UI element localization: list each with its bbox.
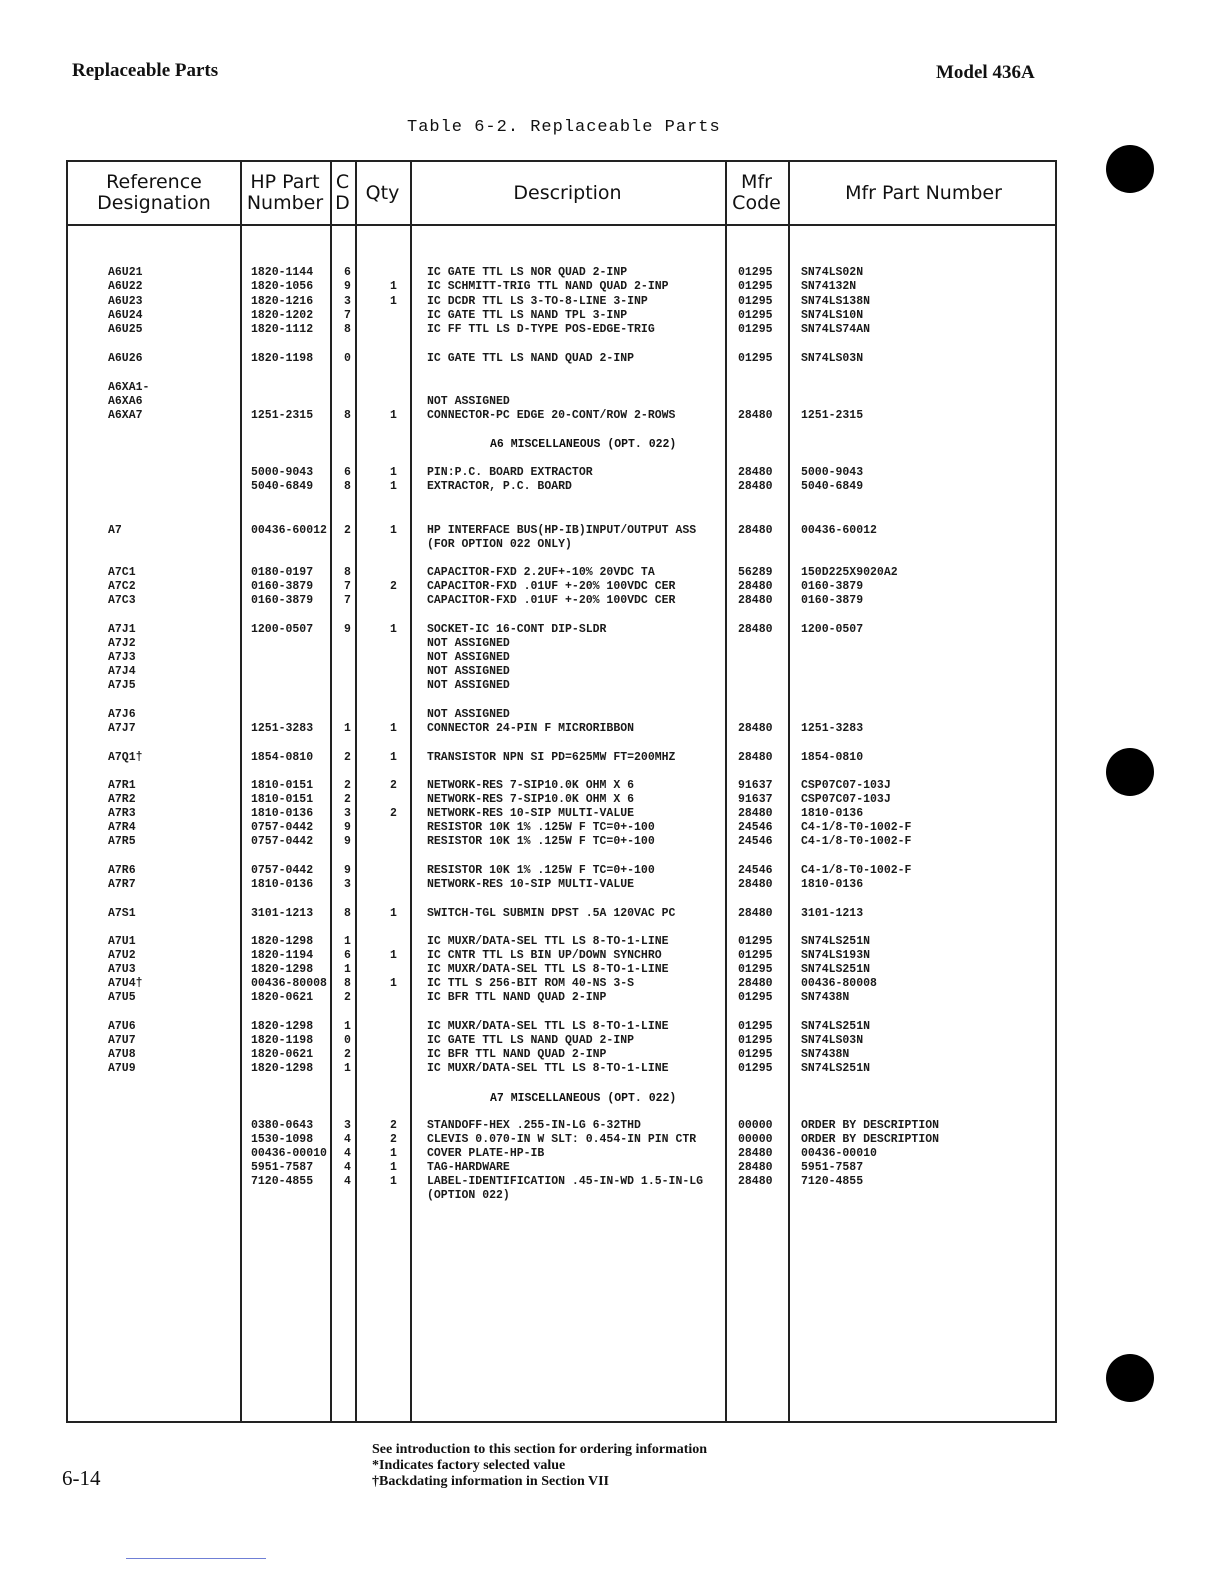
cell-cd: 1	[344, 722, 351, 735]
cell-mfr: 01295	[738, 963, 773, 976]
cell-ref: A7R2	[108, 793, 136, 806]
cell-mpn: SN74LS251N	[801, 1020, 871, 1033]
cell-cd: 8	[344, 323, 351, 336]
cell-cd: 8	[344, 977, 351, 990]
cell-mfr: 01295	[738, 323, 773, 336]
cell-mpn: SN7438N	[801, 991, 850, 1004]
cell-cd: 2	[344, 793, 351, 806]
cell-ref: A6XA1-	[108, 381, 150, 394]
cell-desc: SOCKET-IC 16-CONT DIP-SLDR	[427, 623, 607, 636]
cell-hp: 00436-80008	[251, 977, 327, 990]
cell-ref: A7R6	[108, 864, 136, 877]
cell-mfr: 00000	[738, 1133, 773, 1146]
cell-ref: A6XA6	[108, 395, 143, 408]
cell-qty: 2	[390, 807, 397, 820]
cell-hp: 1820-1144	[251, 266, 314, 279]
cell-mpn: SN74LS193N	[801, 949, 871, 962]
cell-mpn: C4-1/8-T0-1002-F	[801, 821, 912, 834]
cell-hp: 1810-0136	[251, 807, 314, 820]
cell-desc: CLEVIS 0.070-IN W SLT: 0.454-IN PIN CTR	[427, 1133, 697, 1146]
cell-mfr: 01295	[738, 266, 773, 279]
cell-cd: 7	[344, 594, 351, 607]
cell-hp: 5000-9043	[251, 466, 314, 479]
cell-hp: 1820-1056	[251, 280, 314, 293]
cell-mfr: 24546	[738, 864, 773, 877]
cell-hp: 0380-0643	[251, 1119, 314, 1132]
cell-desc: IC MUXR/DATA-SEL TTL LS 8-TO-1-LINE	[427, 1020, 669, 1033]
cell-mfr: 28480	[738, 524, 773, 537]
cell-cd: 2	[344, 751, 351, 764]
cell-hp: 1820-0621	[251, 1048, 314, 1061]
cell-cd: 3	[344, 295, 351, 308]
cell-mpn: 1810-0136	[801, 807, 864, 820]
cell-hp: 0757-0442	[251, 821, 314, 834]
cell-mfr: 00000	[738, 1119, 773, 1132]
cell-ref: A6XA7	[108, 409, 143, 422]
cell-mpn: SN74LS03N	[801, 1034, 864, 1047]
cell-hp: 5040-6849	[251, 480, 314, 493]
cell-ref: A7U8	[108, 1048, 136, 1061]
cell-mpn: SN74132N	[801, 280, 857, 293]
cell-hp: 1820-1112	[251, 323, 314, 336]
cell-ref: A7C3	[108, 594, 136, 607]
cell-qty: 2	[390, 779, 397, 792]
cell-qty: 1	[390, 907, 397, 920]
cell-desc: RESISTOR 10K 1% .125W F TC=0+-100	[427, 835, 655, 848]
cell-mfr: 01295	[738, 1034, 773, 1047]
cell-ref: A7U1	[108, 935, 136, 948]
cell-ref: A7U4†	[108, 977, 143, 990]
cell-desc: NOT ASSIGNED	[427, 637, 510, 650]
cell-mpn: SN74LS138N	[801, 295, 871, 308]
cell-desc: IC SCHMITT-TRIG TTL NAND QUAD 2-INP	[427, 280, 669, 293]
cell-ref: A7U2	[108, 949, 136, 962]
cell-hp: 5951-7587	[251, 1161, 314, 1174]
cell-hp: 1820-1298	[251, 935, 314, 948]
cell-desc: NOT ASSIGNED	[427, 665, 510, 678]
cell-mfr: 28480	[738, 594, 773, 607]
cell-mfr: 28480	[738, 480, 773, 493]
cell-qty: 2	[390, 580, 397, 593]
page-header-right: Model 436A	[936, 62, 1035, 83]
cell-desc: EXTRACTOR, P.C. BOARD	[427, 480, 572, 493]
cell-cd: 9	[344, 280, 351, 293]
cell-cd: 9	[344, 821, 351, 834]
cell-qty: 1	[390, 466, 397, 479]
cell-desc: LABEL-IDENTIFICATION .45-IN-WD 1.5-IN-LG	[427, 1175, 704, 1188]
table-title: Table 6-2. Replaceable Parts	[407, 118, 721, 137]
cell-hp: 1820-1202	[251, 309, 314, 322]
cell-desc: TRANSISTOR NPN SI PD=625MW FT=200MHZ	[427, 751, 676, 764]
col-header-cd: C D	[335, 171, 350, 214]
cell-hp: 1820-1198	[251, 1034, 314, 1047]
cell-desc: IC BFR TTL NAND QUAD 2-INP	[427, 1048, 607, 1061]
col-header-hp-part: HP Part Number	[246, 171, 324, 214]
subheading-a7-misc: A7 MISCELLANEOUS (OPT. 022)	[490, 1092, 677, 1105]
cell-desc: SWITCH-TGL SUBMIN DPST .5A 120VAC PC	[427, 907, 676, 920]
cell-desc: TAG-HARDWARE	[427, 1161, 510, 1174]
cell-mfr: 28480	[738, 878, 773, 891]
cell-desc: (FOR OPTION 022 ONLY)	[427, 538, 572, 551]
cell-ref: A7U7	[108, 1034, 136, 1047]
cell-mfr: 28480	[738, 722, 773, 735]
cell-mpn: 1810-0136	[801, 878, 864, 891]
cell-mfr: 01295	[738, 352, 773, 365]
cell-desc: RESISTOR 10K 1% .125W F TC=0+-100	[427, 821, 655, 834]
cell-mpn: 5951-7587	[801, 1161, 864, 1174]
cell-mfr: 28480	[738, 466, 773, 479]
cell-ref: A7R3	[108, 807, 136, 820]
cell-ref: A6U22	[108, 280, 143, 293]
cell-hp: 0180-0197	[251, 566, 314, 579]
cell-mpn: CSP07C07-103J	[801, 793, 891, 806]
cell-desc: IC CNTR TTL LS BIN UP/DOWN SYNCHRO	[427, 949, 662, 962]
cell-qty: 1	[390, 977, 397, 990]
cell-mfr: 01295	[738, 295, 773, 308]
cell-hp: 1530-1098	[251, 1133, 314, 1146]
cell-hp: 0160-3879	[251, 594, 314, 607]
cell-mfr: 91637	[738, 779, 773, 792]
cell-ref: A7U5	[108, 991, 136, 1004]
cell-ref: A7R5	[108, 835, 136, 848]
cell-desc: CONNECTOR 24-PIN F MICRORIBBON	[427, 722, 635, 735]
cell-cd: 4	[344, 1147, 351, 1160]
cell-mfr: 01295	[738, 1062, 773, 1075]
cell-mpn: SN74LS74AN	[801, 323, 871, 336]
cell-hp: 0757-0442	[251, 835, 314, 848]
cell-qty: 1	[390, 722, 397, 735]
cell-mpn: ORDER BY DESCRIPTION	[801, 1133, 940, 1146]
cell-mfr: 01295	[738, 309, 773, 322]
cell-ref: A6U26	[108, 352, 143, 365]
cell-ref: A7J3	[108, 651, 136, 664]
page-header-left: Replaceable Parts	[72, 60, 219, 81]
cell-mpn: 5040-6849	[801, 480, 864, 493]
cell-desc: PIN:P.C. BOARD EXTRACTOR	[427, 466, 593, 479]
col-header-mfr-code: Mfr Code	[732, 171, 781, 214]
cell-ref: A7Q1†	[108, 751, 143, 764]
cell-qty: 2	[390, 1119, 397, 1132]
cell-cd: 6	[344, 266, 351, 279]
cell-mpn: C4-1/8-T0-1002-F	[801, 864, 912, 877]
cell-cd: 6	[344, 466, 351, 479]
cell-hp: 1820-1194	[251, 949, 314, 962]
cell-mfr: 28480	[738, 751, 773, 764]
cell-cd: 7	[344, 309, 351, 322]
cell-desc: NETWORK-RES 7-SIP10.0K OHM X 6	[427, 779, 635, 792]
cell-ref: A6U25	[108, 323, 143, 336]
cell-desc: CONNECTOR-PC EDGE 20-CONT/ROW 2-ROWS	[427, 409, 676, 422]
cell-mfr: 28480	[738, 977, 773, 990]
cell-ref: A7J4	[108, 665, 136, 678]
cell-cd: 0	[344, 1034, 351, 1047]
cell-desc: NETWORK-RES 10-SIP MULTI-VALUE	[427, 878, 635, 891]
cell-hp: 1810-0151	[251, 793, 314, 806]
cell-mfr: 28480	[738, 1175, 773, 1188]
cell-cd: 9	[344, 623, 351, 636]
cell-mfr: 24546	[738, 821, 773, 834]
cell-mfr: 28480	[738, 409, 773, 422]
cell-qty: 1	[390, 409, 397, 422]
cell-cd: 1	[344, 963, 351, 976]
cell-mfr: 56289	[738, 566, 773, 579]
cell-hp: 00436-00010	[251, 1147, 327, 1160]
cell-mfr: 24546	[738, 835, 773, 848]
cell-cd: 8	[344, 907, 351, 920]
cell-cd: 4	[344, 1175, 351, 1188]
cell-desc: IC BFR TTL NAND QUAD 2-INP	[427, 991, 607, 1004]
cell-desc: IC TTL S 256-BIT ROM 40-NS 3-S	[427, 977, 635, 990]
cell-desc: HP INTERFACE BUS(HP-IB)INPUT/OUTPUT ASS	[427, 524, 697, 537]
cell-hp: 1820-1298	[251, 1020, 314, 1033]
cell-ref: A7J7	[108, 722, 136, 735]
cell-cd: 4	[344, 1133, 351, 1146]
cell-desc: NETWORK-RES 7-SIP10.0K OHM X 6	[427, 793, 635, 806]
cell-mfr: 28480	[738, 1161, 773, 1174]
cell-desc: IC FF TTL LS D-TYPE POS-EDGE-TRIG	[427, 323, 655, 336]
cell-hp: 1820-0621	[251, 991, 314, 1004]
cell-cd: 6	[344, 949, 351, 962]
footer-note-factory-selected: *Indicates factory selected value	[372, 1458, 566, 1473]
cell-mpn: SN74LS10N	[801, 309, 864, 322]
cell-ref: A7J1	[108, 623, 136, 636]
cell-cd: 8	[344, 480, 351, 493]
cell-hp: 1820-1298	[251, 963, 314, 976]
page-number: 6-14	[62, 1466, 101, 1490]
cell-desc: NOT ASSIGNED	[427, 395, 510, 408]
cell-ref: A7J6	[108, 708, 136, 721]
cell-ref: A6U23	[108, 295, 143, 308]
cell-ref: A7R4	[108, 821, 136, 834]
cell-ref: A7S1	[108, 907, 136, 920]
cell-desc: CAPACITOR-FXD 2.2UF+-10% 20VDC TA	[427, 566, 655, 579]
cell-mpn: ORDER BY DESCRIPTION	[801, 1119, 940, 1132]
cell-mfr: 01295	[738, 949, 773, 962]
cell-hp: 1854-0810	[251, 751, 314, 764]
cell-mpn: SN7438N	[801, 1048, 850, 1061]
cell-desc: NOT ASSIGNED	[427, 708, 510, 721]
cell-mfr: 01295	[738, 280, 773, 293]
cell-qty: 1	[390, 751, 397, 764]
cell-mfr: 91637	[738, 793, 773, 806]
cell-mpn: 1200-0507	[801, 623, 864, 636]
cell-desc: COVER PLATE-HP-IB	[427, 1147, 545, 1160]
cell-mpn: SN74LS251N	[801, 963, 871, 976]
cell-mfr: 28480	[738, 1147, 773, 1160]
cell-ref: A7U9	[108, 1062, 136, 1075]
cell-mpn: C4-1/8-T0-1002-F	[801, 835, 912, 848]
cell-cd: 9	[344, 864, 351, 877]
cell-cd: 3	[344, 1119, 351, 1132]
cell-ref: A7R7	[108, 878, 136, 891]
cell-cd: 3	[344, 807, 351, 820]
cell-cd: 1	[344, 1020, 351, 1033]
cell-mfr: 28480	[738, 623, 773, 636]
cell-desc: IC GATE TTL LS NAND QUAD 2-INP	[427, 352, 635, 365]
cell-hp: 0757-0442	[251, 864, 314, 877]
cell-cd: 8	[344, 566, 351, 579]
cell-qty: 1	[390, 524, 397, 537]
cell-mfr: 01295	[738, 1020, 773, 1033]
cell-qty: 1	[390, 623, 397, 636]
cell-mpn: 150D225X9020A2	[801, 566, 898, 579]
cell-ref: A7	[108, 524, 122, 537]
cell-desc: IC MUXR/DATA-SEL TTL LS 8-TO-1-LINE	[427, 935, 669, 948]
cell-hp: 1251-2315	[251, 409, 314, 422]
cell-ref: A6U24	[108, 309, 143, 322]
col-header-reference: Reference Designation	[97, 171, 211, 214]
cell-hp: 1251-3283	[251, 722, 314, 735]
cell-desc: IC GATE TTL LS NAND TPL 3-INP	[427, 309, 628, 322]
cell-cd: 4	[344, 1161, 351, 1174]
cell-mpn: SN74LS251N	[801, 935, 871, 948]
binder-hole-bottom	[1106, 1354, 1154, 1402]
cell-qty: 1	[390, 480, 397, 493]
cell-hp: 1820-1216	[251, 295, 314, 308]
cell-mpn: CSP07C07-103J	[801, 779, 891, 792]
col-header-qty: Qty	[365, 181, 400, 204]
cell-desc: NOT ASSIGNED	[427, 679, 510, 692]
cell-ref: A7R1	[108, 779, 136, 792]
cell-mpn: SN74LS03N	[801, 352, 864, 365]
cell-mpn: 1854-0810	[801, 751, 864, 764]
cell-qty: 1	[390, 1147, 397, 1160]
cell-desc: IC MUXR/DATA-SEL TTL LS 8-TO-1-LINE	[427, 1062, 669, 1075]
cell-mfr: 28480	[738, 807, 773, 820]
cell-mpn: 0160-3879	[801, 580, 864, 593]
bottom-rule	[126, 1558, 266, 1559]
cell-cd: 1	[344, 1062, 351, 1075]
cell-cd: 2	[344, 991, 351, 1004]
parts-table	[66, 160, 1057, 1423]
cell-desc: IC GATE TTL LS NOR QUAD 2-INP	[427, 266, 628, 279]
cell-mfr: 01295	[738, 991, 773, 1004]
cell-qty: 1	[390, 1175, 397, 1188]
cell-mpn: SN74LS251N	[801, 1062, 871, 1075]
cell-hp: 00436-60012	[251, 524, 327, 537]
cell-desc: (OPTION 022)	[427, 1189, 510, 1202]
cell-hp: 1810-0151	[251, 779, 314, 792]
cell-cd: 7	[344, 580, 351, 593]
cell-cd: 1	[344, 935, 351, 948]
footer-note-ordering: See introduction to this section for ordering information	[372, 1442, 708, 1457]
cell-desc: NETWORK-RES 10-SIP MULTI-VALUE	[427, 807, 635, 820]
cell-desc: CAPACITOR-FXD .01UF +-20% 100VDC CER	[427, 580, 676, 593]
cell-mpn: 00436-80008	[801, 977, 877, 990]
cell-mpn: 5000-9043	[801, 466, 864, 479]
cell-mpn: 0160-3879	[801, 594, 864, 607]
cell-hp: 3101-1213	[251, 907, 314, 920]
footer-note-backdating: †Backdating information in Section VII	[372, 1474, 609, 1489]
cell-hp: 7120-4855	[251, 1175, 314, 1188]
cell-mfr: 28480	[738, 907, 773, 920]
cell-desc: IC DCDR TTL LS 3-TO-8-LINE 3-INP	[427, 295, 648, 308]
cell-mfr: 28480	[738, 580, 773, 593]
cell-ref: A7J2	[108, 637, 136, 650]
cell-cd: 8	[344, 409, 351, 422]
cell-mfr: 01295	[738, 1048, 773, 1061]
cell-desc: IC MUXR/DATA-SEL TTL LS 8-TO-1-LINE	[427, 963, 669, 976]
footer-notes	[372, 1442, 707, 1490]
cell-desc: RESISTOR 10K 1% .125W F TC=0+-100	[427, 864, 655, 877]
cell-mpn: 1251-3283	[801, 722, 864, 735]
cell-mpn: 3101-1213	[801, 907, 864, 920]
cell-qty: 1	[390, 949, 397, 962]
cell-qty: 1	[390, 295, 397, 308]
cell-desc: CAPACITOR-FXD .01UF +-20% 100VDC CER	[427, 594, 676, 607]
cell-hp: 0160-3879	[251, 580, 314, 593]
subheading-a6-misc: A6 MISCELLANEOUS (OPT. 022)	[490, 438, 677, 451]
cell-ref: A6U21	[108, 266, 143, 279]
binder-hole-top	[1106, 145, 1154, 193]
cell-ref: A7U3	[108, 963, 136, 976]
cell-mpn: 00436-60012	[801, 524, 877, 537]
cell-qty: 1	[390, 1161, 397, 1174]
cell-cd: 2	[344, 524, 351, 537]
cell-ref: A7C2	[108, 580, 136, 593]
cell-cd: 9	[344, 835, 351, 848]
cell-desc: NOT ASSIGNED	[427, 651, 510, 664]
cell-cd: 2	[344, 779, 351, 792]
cell-qty: 2	[390, 1133, 397, 1146]
col-header-mfr-part-number: Mfr Part Number	[845, 181, 1002, 204]
cell-ref: A7C1	[108, 566, 136, 579]
cell-ref: A7J5	[108, 679, 136, 692]
cell-hp: 1200-0507	[251, 623, 314, 636]
cell-hp: 1810-0136	[251, 878, 314, 891]
cell-mfr: 01295	[738, 935, 773, 948]
cell-mpn: 1251-2315	[801, 409, 864, 422]
cell-cd: 2	[344, 1048, 351, 1061]
cell-desc: IC GATE TTL LS NAND QUAD 2-INP	[427, 1034, 635, 1047]
col-header-description: Description	[513, 181, 622, 204]
cell-hp: 1820-1298	[251, 1062, 314, 1075]
cell-qty: 1	[390, 280, 397, 293]
cell-desc: STANDOFF-HEX .255-IN-LG 6-32THD	[427, 1119, 641, 1132]
cell-mpn: 7120-4855	[801, 1175, 864, 1188]
cell-mpn: 00436-00010	[801, 1147, 877, 1160]
cell-cd: 0	[344, 352, 351, 365]
cell-mpn: SN74LS02N	[801, 266, 864, 279]
binder-hole-middle	[1106, 748, 1154, 796]
cell-ref: A7U6	[108, 1020, 136, 1033]
cell-cd: 3	[344, 878, 351, 891]
cell-hp: 1820-1198	[251, 352, 314, 365]
